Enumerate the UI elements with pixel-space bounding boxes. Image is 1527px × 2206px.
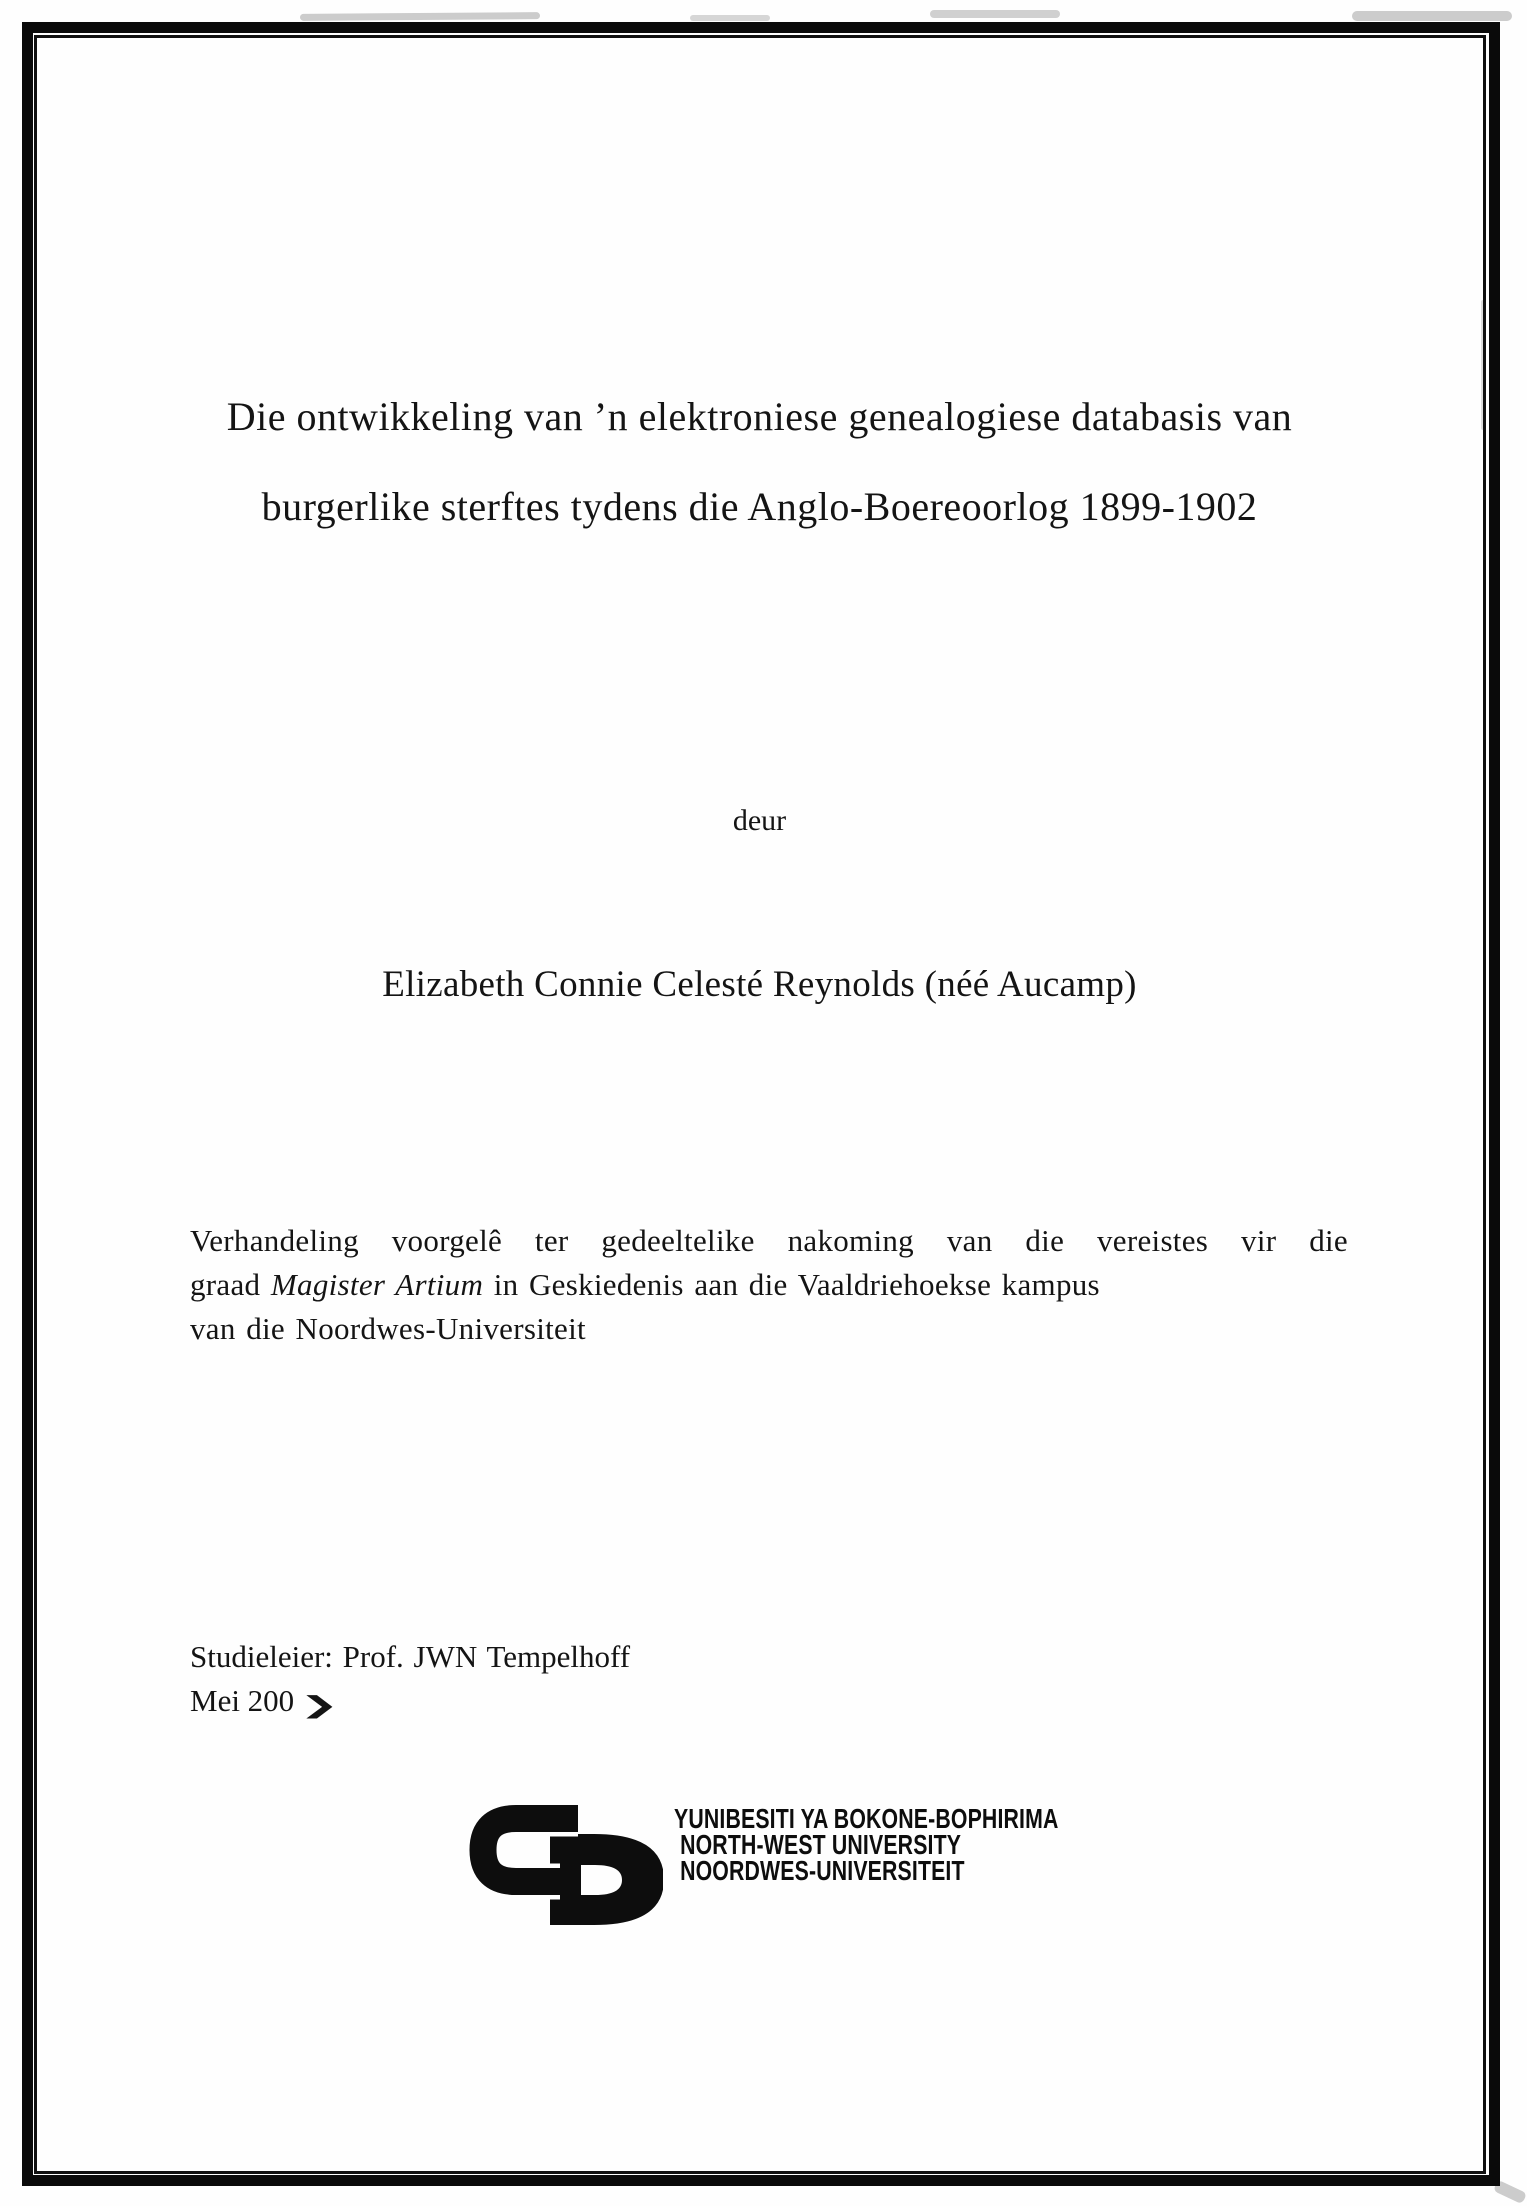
- byline-label: deur: [732, 804, 787, 837]
- scan-smudge: [930, 10, 1060, 18]
- declaration-line-1: Verhandeling voorgelê ter gedeeltelike nakoming van die vereistes vir die: [190, 1223, 1348, 1258]
- date-prefix: Mei 200: [190, 1683, 295, 1718]
- handwritten-seven-mark: ❯: [299, 1691, 340, 1719]
- scan-smudge: [690, 15, 770, 21]
- logo-text-setswana: YUNIBESITI YA BOKONE-BOPHIRIMA: [674, 1803, 1059, 1834]
- declaration-line-2-pre: graad: [190, 1267, 271, 1302]
- declaration-line-2: [190, 1269, 1348, 1300]
- university-logo: [468, 1805, 1068, 1935]
- degree-name-italic: Magister Artium: [270, 1267, 484, 1302]
- logo-text-english: NORTH-WEST UNIVERSITY: [680, 1829, 962, 1860]
- logo-text-afrikaans: NOORDWES-UNIVERSITEIT: [680, 1855, 965, 1886]
- declaration-line-2-post: in Geskiedenis aan die Vaaldriehoekse kampus: [483, 1267, 1100, 1302]
- logo-wordmark: [674, 1803, 1059, 1886]
- scan-smudge: [300, 12, 540, 21]
- nwu-logo-icon: [468, 1805, 663, 1925]
- declaration-line-3: van die Noordwes-Universiteit: [190, 1311, 586, 1346]
- thesis-title-line-1: Die ontwikkeling van ’n elektroniese genealogiese databasis van: [226, 394, 1293, 439]
- scan-smudge: [1352, 11, 1512, 21]
- author-name: Elizabeth Connie Celesté Reynolds (néé Aucamp): [382, 964, 1137, 1005]
- supervisor-line: Studieleier: Prof. JWN Tempelhoff: [190, 1639, 631, 1674]
- thesis-title-line-2: burgerlike sterftes tydens die Anglo-Boereoorlog 1899-1902: [261, 484, 1258, 529]
- date-line: [190, 1683, 340, 1719]
